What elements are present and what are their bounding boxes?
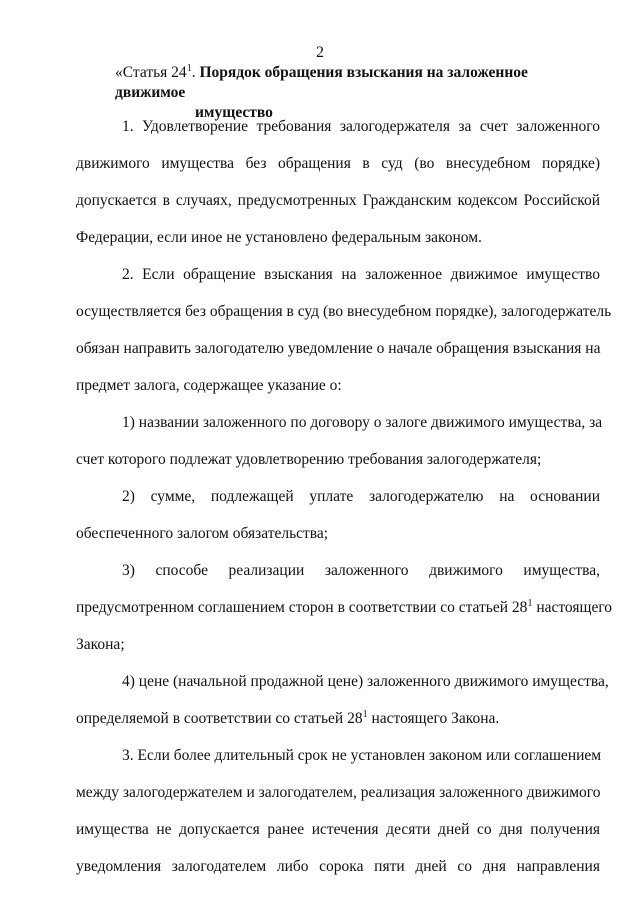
- text-line: между залогодержателем и залогодателем, реализация заложенного движимого: [76, 784, 601, 801]
- text-line: 1) названии заложенного по договору о залоге движимого имущества, за: [122, 414, 603, 431]
- article-number: «Статья 24: [115, 64, 187, 81]
- paragraph: [76, 672, 609, 729]
- text-line: допускается в случаях, предусмотренных Гражданским кодексом Российской: [76, 192, 600, 209]
- article-title-line-2: имущество: [195, 104, 273, 121]
- page-number: 2: [316, 44, 324, 61]
- text-line: движимого имущества без обращения в суд (во внесудебном порядке): [76, 155, 600, 172]
- text-line: обеспеченного залогом обязательства;: [76, 525, 329, 542]
- paragraph: [76, 413, 603, 470]
- article-body: [76, 117, 613, 894]
- paragraph: [76, 265, 612, 396]
- text-line: имущества не допускается ранее истечения десяти дней со дня получения: [76, 821, 600, 838]
- text-line: обязан направить залогодателю уведомление о начале обращения взыскания на: [76, 340, 601, 357]
- reference-continuation: настоящего: [532, 599, 613, 616]
- text-line: Закона;: [76, 636, 125, 653]
- text-line: 1. Удовлетворение требования залогодержателя за счет заложенного: [122, 118, 600, 135]
- text-line: 2) сумме, подлежащей уплате залогодержателю на основании: [122, 488, 600, 505]
- text-line: 2. Если обращение взыскания на заложенное движимое имущество: [122, 266, 600, 283]
- text-line: счет которого подлежат удовлетворению требования залогодержателя;: [76, 451, 542, 468]
- text-line: Федерации, если иное не установлено федеральным законом.: [76, 229, 482, 246]
- text-line: определяемой в соответствии со статьей $28^1$ настоящего Закона.: [76, 708, 500, 727]
- text-line: предмет залога, содержащее указание о:: [76, 377, 342, 394]
- article-number-superscript: 1: [186, 62, 192, 74]
- text-line: осуществляется без обращения в суд (во внесудебном порядке), залогодержатель: [76, 303, 612, 320]
- text-line: 3) способе реализации заложенного движимого имущества,: [122, 562, 600, 579]
- text-line: уведомления залогодателем либо сорока пяти дней со дня направления: [76, 858, 600, 875]
- paragraph: [76, 561, 613, 655]
- reference-superscript: 1: [527, 597, 533, 609]
- reference-superscript: 1: [362, 708, 368, 720]
- paragraph: [76, 117, 600, 248]
- article-number-dot: .: [191, 64, 196, 81]
- reference-continuation: настоящего Закона.: [367, 710, 500, 727]
- article-heading: [115, 63, 595, 123]
- text-line: 4) цене (начальной продажной цене) заложенного движимого имущества,: [122, 673, 609, 690]
- paragraph: [76, 746, 600, 877]
- paragraph: [76, 487, 600, 544]
- text-line: предусмотренном соглашением сторон в соответствии со статьей $28^1$ настоящего: [76, 597, 613, 616]
- text-line: 3. Если более длительный срок не установлен законом или соглашением: [122, 747, 602, 764]
- article-title-line-1: Порядок обращения взыскания на заложенное движимое: [115, 64, 528, 101]
